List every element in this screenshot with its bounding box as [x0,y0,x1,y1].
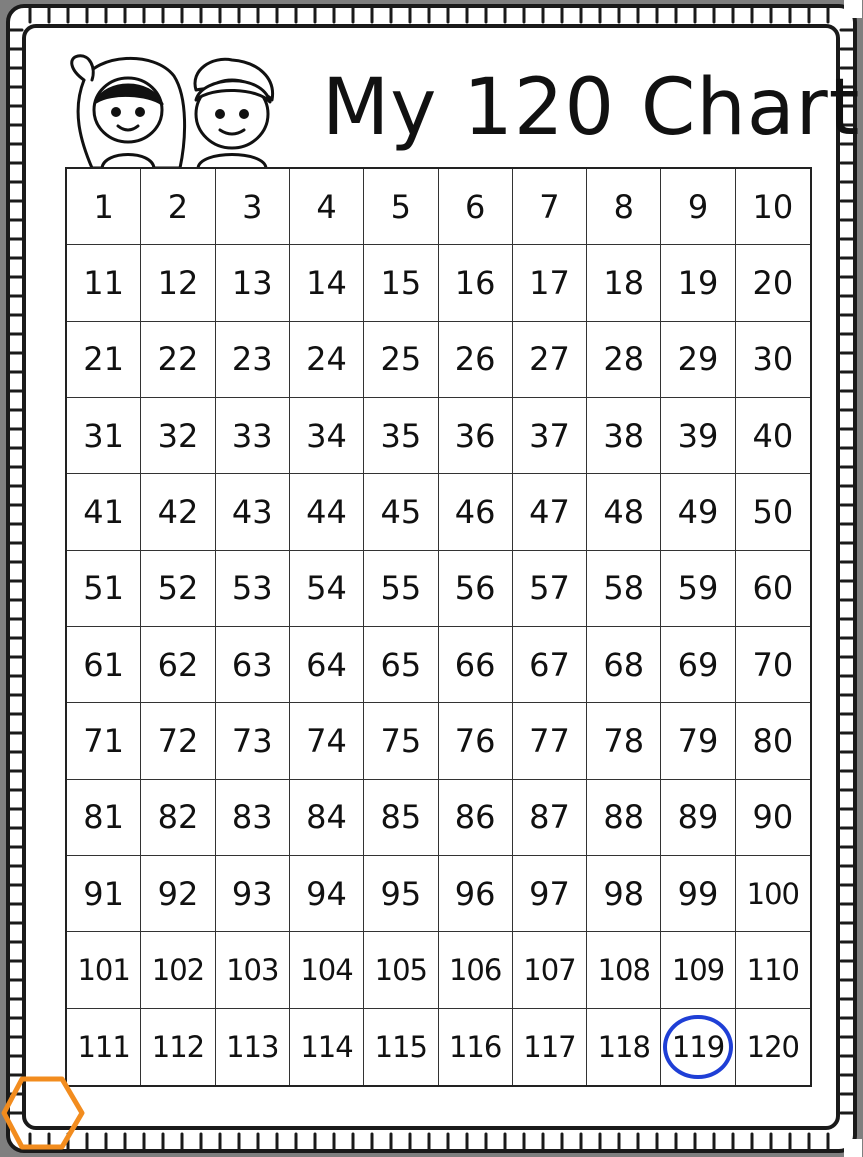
number-label: 93 [231,874,273,913]
number-label: 1 [93,187,114,226]
number-label: 52 [157,569,199,608]
number-label: 120 [746,1029,800,1064]
number-cell [141,1009,215,1085]
number-cell [661,856,735,932]
number-label: 79 [677,721,719,760]
number-label: 75 [380,721,422,760]
number-cell [290,322,364,398]
number-cell [587,1009,661,1085]
number-label: 101 [77,952,130,987]
number-label: 65 [380,645,422,684]
number-label: 33 [231,416,273,455]
number-grid [65,167,812,1087]
number-label: 37 [529,416,570,455]
number-label: 22 [157,340,199,379]
number-label: 98 [603,874,645,913]
number-cell [364,703,438,779]
number-cell [141,322,215,398]
number-cell [67,703,141,779]
number-cell [290,856,364,932]
number-label: 116 [448,1029,502,1064]
number-cell [290,245,364,321]
number-cell [587,245,661,321]
number-label: 86 [454,798,496,837]
number-cell [439,169,513,245]
number-cell [141,856,215,932]
number-cell [513,169,587,245]
number-cell [67,169,141,245]
number-label: 18 [603,263,645,302]
number-label: 12 [157,263,199,302]
number-label: 87 [529,798,570,837]
number-cell [587,398,661,474]
number-cell [736,856,810,932]
number-cell [216,1009,290,1085]
number-cell [216,398,290,474]
number-cell [364,627,438,703]
number-cell [587,474,661,550]
number-label: 14 [306,263,347,302]
number-cell [216,703,290,779]
number-label: 91 [83,874,124,913]
number-label: 103 [226,952,279,987]
number-label: 35 [380,416,422,455]
number-cell [67,322,141,398]
hexagon-outline-icon [0,1073,86,1153]
number-cell [364,398,438,474]
number-label: 51 [83,569,124,608]
number-label: 25 [380,340,422,379]
number-label: 5 [390,187,412,226]
number-cell [736,551,810,627]
number-label: 31 [83,416,124,455]
number-label: 30 [752,340,794,379]
number-label: 16 [454,263,496,302]
number-cell [736,169,810,245]
number-label: 84 [306,798,347,837]
number-label: 105 [374,952,428,987]
number-label: 36 [454,416,496,455]
number-cell [439,856,513,932]
number-label: 67 [529,645,570,684]
number-label: 113 [226,1029,279,1064]
number-cell [439,322,513,398]
number-label: 94 [306,874,347,913]
number-cell [290,398,364,474]
number-cell [439,245,513,321]
number-label: 53 [231,569,273,608]
number-label: 49 [677,492,719,531]
number-cell [290,627,364,703]
number-label: 13 [231,263,273,302]
number-cell [661,780,735,856]
number-label: 78 [603,721,645,760]
number-label: 74 [306,721,347,760]
number-cell [587,169,661,245]
number-label: 95 [380,874,422,913]
number-cell [587,551,661,627]
number-cell [736,780,810,856]
number-label: 96 [454,874,496,913]
number-cell [661,322,735,398]
number-label: 85 [380,798,422,837]
number-cell [216,245,290,321]
number-cell [141,169,215,245]
number-cell [513,932,587,1008]
number-cell [290,474,364,550]
number-cell [439,1009,513,1085]
number-cell [364,780,438,856]
number-cell [587,856,661,932]
number-cell [661,1009,735,1085]
number-label: 23 [231,340,273,379]
number-cell [216,551,290,627]
number-label: 27 [529,340,570,379]
number-cell [290,169,364,245]
number-label: 99 [677,874,719,913]
number-label: 117 [523,1029,576,1064]
number-label: 58 [603,569,645,608]
number-label: 104 [300,952,353,987]
number-cell [290,932,364,1008]
number-cell [290,1009,364,1085]
number-label: 56 [454,569,496,608]
number-cell [587,322,661,398]
number-cell [513,703,587,779]
number-label: 107 [523,952,576,987]
number-cell [67,245,141,321]
number-cell [141,474,215,550]
number-label: 63 [231,645,273,684]
number-label: 70 [752,645,794,684]
number-cell [141,932,215,1008]
number-cell [67,474,141,550]
number-cell [439,703,513,779]
number-cell [216,780,290,856]
number-cell [513,856,587,932]
number-label: 69 [677,645,719,684]
number-label: 73 [231,721,273,760]
corner-tab [844,1139,862,1157]
number-cell [364,1009,438,1085]
number-cell [439,474,513,550]
number-cell [364,245,438,321]
number-label: 3 [242,187,263,226]
number-label: 10 [752,187,794,226]
number-label: 15 [380,263,422,302]
number-cell [141,780,215,856]
number-label: 64 [306,645,347,684]
number-label: 68 [603,645,645,684]
number-label: 48 [603,492,645,531]
number-label: 9 [687,187,709,226]
number-cell [67,932,141,1008]
number-cell [141,398,215,474]
page-title: My 120 Chart [322,63,861,153]
number-cell [513,322,587,398]
number-label: 109 [671,952,725,987]
number-label: 55 [380,569,422,608]
number-label: 59 [677,569,719,608]
number-label: 114 [300,1029,353,1064]
number-label: 62 [157,645,199,684]
number-cell [67,627,141,703]
number-label: 42 [157,492,199,531]
number-cell [67,780,141,856]
number-cell [439,932,513,1008]
number-cell [290,780,364,856]
number-label: 106 [448,952,502,987]
number-cell [661,703,735,779]
number-label: 4 [316,187,337,226]
number-cell [661,551,735,627]
number-label: 83 [231,798,273,837]
corner-tab [844,0,862,18]
number-cell [587,780,661,856]
number-cell [661,245,735,321]
number-cell [439,551,513,627]
number-cell [513,398,587,474]
number-cell [736,322,810,398]
number-label: 2 [167,187,189,226]
number-cell [736,474,810,550]
number-cell [364,322,438,398]
number-label: 57 [529,569,570,608]
number-cell [290,551,364,627]
number-label: 21 [83,340,124,379]
number-label: 11 [83,263,124,302]
number-label: 43 [231,492,273,531]
number-cell [513,1009,587,1085]
number-label: 81 [83,798,124,837]
number-label: 44 [306,492,347,531]
number-cell [364,169,438,245]
number-cell [513,780,587,856]
number-cell [439,780,513,856]
number-cell [141,627,215,703]
number-label: 88 [603,798,645,837]
number-cell [661,398,735,474]
number-cell [736,627,810,703]
number-cell [736,245,810,321]
number-label: 29 [677,340,719,379]
number-cell [141,551,215,627]
number-label: 45 [380,492,422,531]
number-cell [216,856,290,932]
number-label: 6 [464,187,486,226]
number-label: 112 [151,1029,205,1064]
number-label: 100 [746,876,800,911]
number-label: 32 [157,416,199,455]
number-label: 89 [677,798,719,837]
number-label: 47 [529,492,570,531]
number-label: 60 [752,569,794,608]
number-label: 119 [671,1029,725,1064]
number-label: 24 [306,340,347,379]
number-cell [67,856,141,932]
number-cell [290,703,364,779]
number-label: 38 [603,416,645,455]
number-label: 80 [752,721,794,760]
number-cell [587,703,661,779]
number-label: 39 [677,416,719,455]
number-label: 20 [752,263,794,302]
number-cell [587,627,661,703]
number-cell [661,474,735,550]
number-cell [216,322,290,398]
number-label: 34 [306,416,347,455]
number-label: 41 [83,492,124,531]
number-cell [67,551,141,627]
number-label: 102 [151,952,205,987]
number-label: 66 [454,645,496,684]
two-kids-icon [62,50,286,170]
number-cell [513,551,587,627]
number-cell [736,398,810,474]
number-cell [216,627,290,703]
number-label: 7 [539,187,560,226]
number-label: 108 [597,952,650,987]
number-cell [216,169,290,245]
number-label: 77 [529,721,570,760]
number-label: 90 [752,798,794,837]
number-cell [736,703,810,779]
number-cell [736,1009,810,1085]
number-cell [587,932,661,1008]
number-label: 40 [752,416,794,455]
number-cell [513,627,587,703]
number-label: 97 [529,874,570,913]
number-label: 19 [677,263,719,302]
number-cell [216,932,290,1008]
number-label: 46 [454,492,496,531]
number-cell [141,245,215,321]
number-cell [141,703,215,779]
number-cell [661,627,735,703]
number-label: 111 [77,1029,130,1064]
number-label: 92 [157,874,199,913]
number-cell [364,932,438,1008]
number-label: 110 [746,952,800,987]
number-label: 61 [83,645,124,684]
number-label: 28 [603,340,645,379]
number-cell [216,474,290,550]
number-label: 54 [306,569,347,608]
number-label: 8 [613,187,634,226]
number-label: 50 [752,492,794,531]
number-label: 82 [157,798,199,837]
number-cell [661,169,735,245]
number-label: 115 [374,1029,428,1064]
number-cell [364,856,438,932]
number-label: 72 [157,721,199,760]
number-cell [439,627,513,703]
number-cell [364,474,438,550]
number-cell [661,932,735,1008]
number-label: 76 [454,721,496,760]
number-cell [736,932,810,1008]
number-cell [439,398,513,474]
number-cell [513,245,587,321]
number-label: 71 [83,721,124,760]
number-cell [364,551,438,627]
number-label: 118 [597,1029,650,1064]
number-label: 26 [454,340,496,379]
number-cell [67,398,141,474]
number-cell [513,474,587,550]
number-label: 17 [529,263,570,302]
